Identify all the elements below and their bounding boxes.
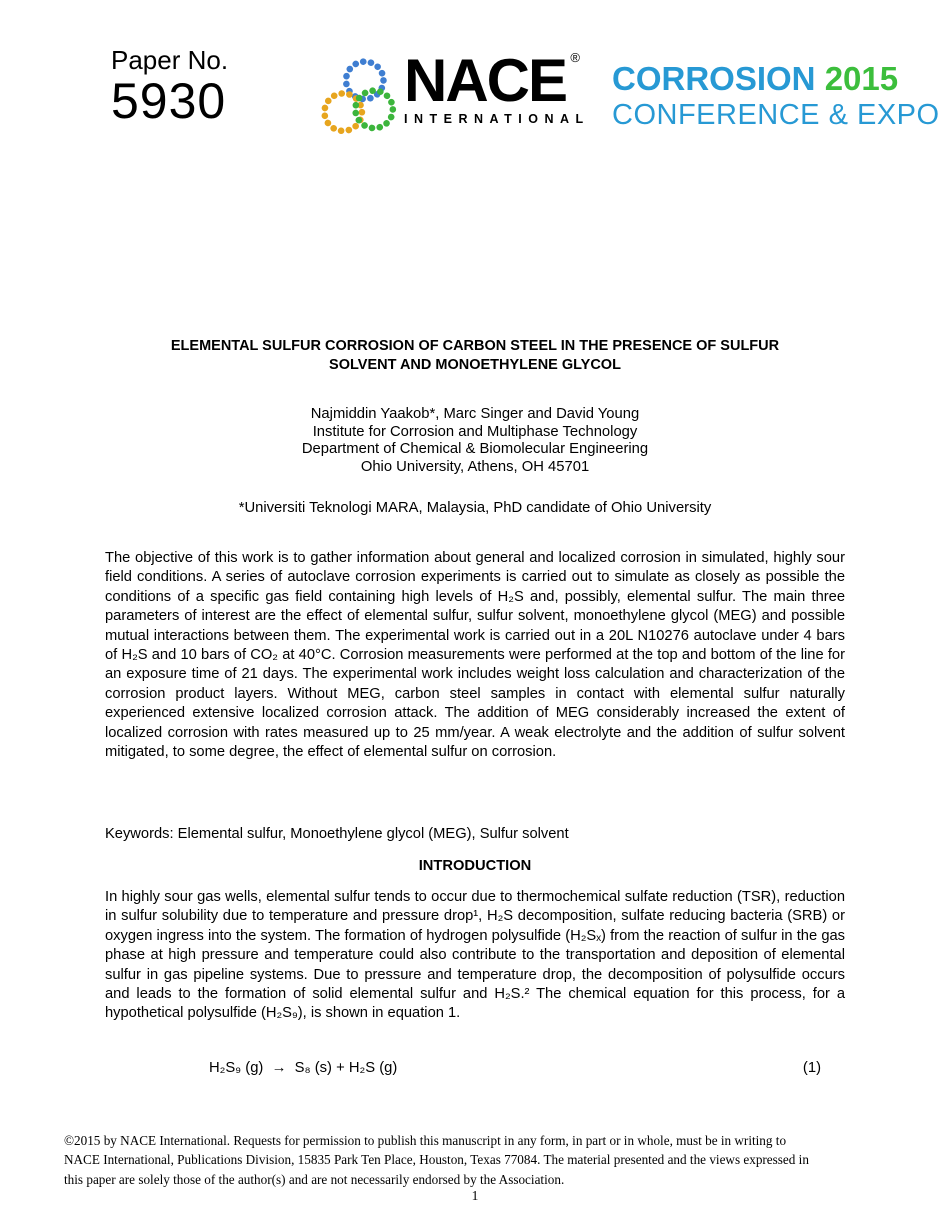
- copyright-line-3: this paper are solely those of the author(s) and are not necessarily endorsed by the Association.: [64, 1171, 565, 1187]
- nace-knot-icon: [314, 56, 408, 144]
- introduction-heading: INTRODUCTION: [418, 858, 532, 874]
- university-line: Ohio University, Athens, OH 45701: [360, 458, 590, 475]
- paper-title-line-1: ELEMENTAL SULFUR CORROSION OF CARBON STEEL IN THE PRESENCE OF SULFUR: [170, 338, 780, 354]
- institute-line: Institute for Corrosion and Multiphase Technology: [312, 423, 638, 440]
- page-number: 1: [471, 1188, 479, 1203]
- copyright-notice: [64, 1131, 894, 1189]
- equation-1: [105, 1060, 845, 1076]
- equation-number: (1): [802, 1060, 821, 1076]
- department-line: Department of Chemical & Biomolecular Engineering: [301, 441, 649, 457]
- introduction-paragraph: In highly sour gas wells, elemental sulfur tends to occur due to thermochemical sulfate reduction (TSR), reduction in sulfur solubility due to temperature and pressure drop¹, H₂S decomposition, sulfate reducing bacteria (SRB) or oxygen ingress into the system. The formation of hydrogen polysulfide (H₂Sₓ) from the reaction of sulfur in the gas phase at high pressure and temperature could also contribute to the transportation and deposition of elemental sulfur in gas pipeline systems. Due to pressure and temperature drop, the decomposition of polysulfide occurs and leads to the formation of solid elemental sulfur and H₂S.² The chemical equation for this process, for a hypothetical polysulfide (H₂S₉), is shown in equation 1.: [105, 889, 845, 1022]
- equation-expression: H₂S₉ (g) → S₈ (s) + H₂S (g): [209, 1060, 398, 1076]
- keywords-line: Keywords: Elemental sulfur, Monoethylene glycol (MEG), Sulfur solvent: [105, 826, 569, 842]
- affiliation-note: *Universiti Teknologi MARA, Malaysia, PhD candidate of Ohio University: [238, 500, 712, 516]
- abstract-paragraph: The objective of this work is to gather information about general and localized corrosion in simulated, highly sour field conditions. A series of autoclave corrosion experiments is carried out to simulate as closely as possible the conditions of a specific gas field containing high levels of H₂S and, possibly, elemental sulfur. The main three parameters of interest are the effect of elemental sulfur, sulfur solvent, monoethylene glycol (MEG) and possible mutual interactions between them. The experimental work is carried out in a 20L N10276 autoclave under 4 bars of H₂S and 10 bars of CO₂ at 40°C. Corrosion measurements were performed at the top and bottom of the line for an exposure time of 21 days. The experimental work includes weight loss calculation and characterization of the corrosion product layers. Without MEG, carbon steel samples in contact with elemental sulfur naturally experienced extensive localized corrosion attack. The addition of MEG considerably increased the extent of localized corrosion with rates measured up to 25 mm/year. A weak electrolyte and the addition of sulfur solvent mitigated, to some degree, the effect of elemental sulfur on corrosion.: [105, 550, 845, 761]
- copyright-line-1: ©2015 by NACE International. Requests for permission to publish this manuscript in any form, in part or in whole, must be in writing to: [64, 1133, 787, 1148]
- nace-wordmark: NACE: [404, 47, 567, 114]
- authors-line: Najmiddin Yaakob*, Marc Singer and David Young: [310, 406, 640, 422]
- registered-trademark-icon: ®: [570, 50, 581, 65]
- conference-logo: [612, 62, 940, 130]
- nace-logo: [404, 47, 590, 126]
- conference-title: CORROSION: [612, 60, 816, 97]
- paper-number-label: Paper No.: [111, 45, 229, 75]
- conference-subtitle: CONFERENCE & EXPO: [612, 99, 940, 131]
- paper-title-line-2: SOLVENT AND MONOETHYLENE GLYCOL: [329, 357, 621, 373]
- paper-title: [105, 337, 845, 375]
- authors-block: [105, 406, 845, 476]
- paper-number-block: [111, 45, 229, 129]
- nace-international-label: INTERNATIONAL: [404, 112, 590, 126]
- copyright-line-2: NACE International, Publications Division, 15835 Park Ten Place, Houston, Texas 77084. The material presented and the views expressed in: [64, 1152, 809, 1168]
- conference-year: 2015: [824, 60, 899, 97]
- paper-number-value: 5930: [111, 73, 227, 129]
